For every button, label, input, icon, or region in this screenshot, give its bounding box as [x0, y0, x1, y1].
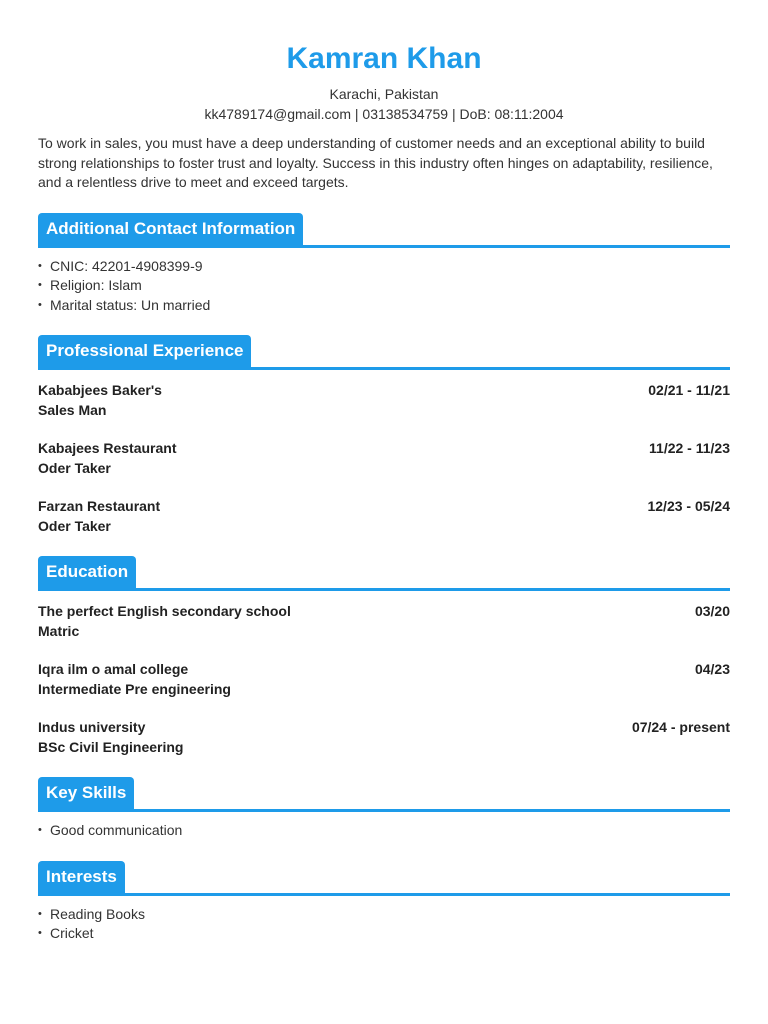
entry-role: Oder Taker	[38, 459, 111, 476]
bullet-list	[38, 905, 730, 944]
list-item-text: Reading Books	[50, 905, 145, 922]
bullet-list	[38, 257, 730, 316]
bullet-icon: •	[38, 298, 42, 311]
entry-date: 11/22 - 11/23	[649, 440, 730, 456]
education-entry	[38, 602, 730, 641]
section-additional-contact	[38, 211, 730, 316]
entry-date: 04/23	[694, 661, 730, 677]
entry-role: Matric	[38, 622, 80, 639]
entry-list	[38, 381, 730, 536]
entry-date: 02/21 - 11/21	[648, 382, 730, 398]
section-key-skills	[38, 775, 730, 841]
section-header	[38, 859, 730, 896]
bullet-icon: •	[38, 259, 42, 272]
list-item-text: CNIC: 42201-4908399-9	[50, 257, 203, 274]
experience-entry	[38, 439, 730, 478]
list-item	[38, 296, 730, 316]
list-item-text: Religion: Islam	[50, 277, 142, 293]
entry-role: Oder Taker	[38, 517, 111, 534]
section-title: Additional Contact Information	[38, 213, 303, 245]
entry-organization: Kabajees Restaurant	[38, 440, 177, 456]
section-header	[38, 211, 730, 248]
list-item-text: Cricket	[50, 925, 94, 941]
entry-organization: Indus university	[38, 719, 146, 735]
list-item-text: Good communication	[50, 822, 183, 838]
entry-organization: The perfect English secondary school	[38, 603, 291, 619]
candidate-name: Kamran Khan	[286, 42, 482, 75]
bullet-icon: •	[38, 907, 42, 920]
section-title: Interests	[38, 861, 125, 893]
profile-summary: To work in sales, you must have a deep understanding of customer needs and an exceptional ability to build strong relationships to foster trust and loyalty. Success in this industry often hinges on adaptability, resilience, and a relentless drive to meet and exceed targets.	[38, 135, 713, 190]
entry-role: BSc Civil Engineering	[38, 738, 184, 755]
bullet-icon: •	[38, 279, 42, 291]
section-header	[38, 333, 730, 370]
experience-entry	[38, 381, 730, 420]
list-item	[38, 821, 730, 841]
education-entry	[38, 718, 730, 757]
entry-role: Sales Man	[38, 401, 107, 418]
entry-date: 07/24 - present	[631, 719, 730, 735]
entry-organization: Iqra ilm o amal college	[38, 661, 189, 677]
entry-date: 12/23 - 05/24	[647, 498, 730, 514]
section-professional-experience	[38, 333, 730, 536]
entry-date: 03/20	[694, 603, 730, 619]
bullet-list	[38, 821, 730, 841]
list-item-text: Marital status: Un married	[50, 296, 211, 313]
bullet-icon: •	[38, 927, 42, 939]
entry-role: Intermediate Pre engineering	[38, 680, 231, 697]
section-header	[38, 775, 730, 812]
experience-entry	[38, 497, 730, 536]
entry-organization: Kababjees Baker's	[38, 382, 162, 398]
entry-organization: Farzan Restaurant	[38, 498, 161, 514]
candidate-location: Karachi, Pakistan	[329, 86, 439, 102]
entry-list	[38, 602, 730, 757]
section-education	[38, 554, 730, 757]
list-item	[38, 276, 730, 296]
bullet-icon: •	[38, 824, 42, 836]
section-title: Education	[38, 556, 136, 588]
list-item	[38, 905, 730, 925]
list-item	[38, 924, 730, 944]
section-title: Key Skills	[38, 777, 134, 809]
section-header	[38, 554, 730, 591]
list-item	[38, 257, 730, 277]
education-entry	[38, 660, 730, 699]
resume-header	[38, 0, 730, 124]
candidate-contact: kk4789174@gmail.com | 03138534759 | DoB: 08:11:2004	[204, 106, 564, 122]
section-title: Professional Experience	[38, 335, 251, 367]
section-interests	[38, 859, 730, 944]
